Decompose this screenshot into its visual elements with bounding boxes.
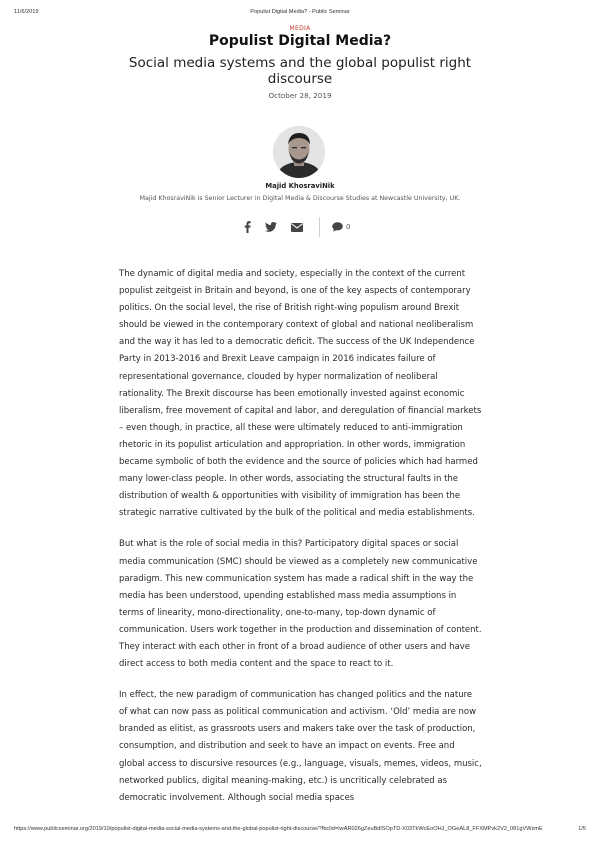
print-page-number: 1/5 [578, 826, 586, 832]
article-paragraph: In effect, the new paradigm of communication has changed politics and the nature of what can now pass as political communication and activism. ‘Old’ media are now branded as elitist, as grassroots users and makers take over the task of production, consumption, and distribution and seek to have an impact on events. Free and global access to discursive resources (e.g., language, visuals, memes, videos, music, networked publics, digital meaning-making, etc.) is uncritically celebrated as democratic involvement. Although social media spaces [119, 690, 482, 803]
share-bar [244, 217, 350, 237]
comment-count: 0 [346, 223, 351, 231]
article-paragraph: The dynamic of digital media and society, especially in the context of the current populist zeitgeist in Britain and beyond, is one of the key aspects of contemporary politics. On the social level, the rise of British right-wing populism around Brexit should be viewed in the contemporary context of global and national neoliberalism and the way it has led to a democratic deficit. The success of the UK Independence Party in 2013-2016 and Brexit Leave campaign in 2016 indicates failure of representational governance, clouded by hyper normalization of neoliberal rationality. The Brexit discourse has been emotionally invested against economic liberalism, free movement of capital and labor, and deregulation of financial markets – even though, in practice, all these were ultimately reduced to anti-immigration rhetoric in its populist articulation and appropriation. In other words, immigration became symbolic of both the evidence and the source of policies which had harmed many lower-class people. In other words, associating the structural faults in the distribution of wealth & opportunities with visibility of immigration has been the strategic narrative cultivated by the bulk of the political and media establishments. [119, 269, 482, 519]
email-icon[interactable] [291, 223, 303, 232]
twitter-icon[interactable] [265, 222, 277, 232]
avatar-photo-icon [273, 126, 325, 178]
category-label[interactable]: MEDIA [289, 25, 311, 32]
author-avatar[interactable] [273, 126, 325, 178]
article-date: October 28, 2019 [268, 91, 332, 100]
article-body [119, 266, 482, 821]
article-subtitle: Social media systems and the global populist right discourse [128, 55, 472, 87]
article-paragraph: But what is the role of social media in this? Participatory digital spaces or social media communication (SMC) should be viewed as a completely new communicative paradigm. This new communication system has made a radical shift in the way the media has been understood, upending established mass media assumptions in terms of linearity, mono-directionality, one-to-many, top-down dynamic of communication. Users work together in the production and dissemination of content. They interact with each other in front of a broad audience of other users and have direct access to both media content and the space to react to it. [119, 539, 482, 670]
print-page-title: Populist Digital Media? - Public Seminar [250, 9, 350, 15]
comment-icon[interactable] [332, 222, 350, 232]
author-bio: Majid KhosraviNik is Senior Lecturer in Digital Media & Discourse Studies at Newcastle University, UK. [139, 195, 461, 202]
facebook-icon[interactable] [244, 221, 251, 233]
share-divider [319, 217, 320, 237]
article-title: Populist Digital Media? [208, 33, 392, 49]
print-url: https://www.publicseminar.org/2019/10/populist-digital-media-social-media-systems-and-the-global-populist-right-discourse/?fbclid=IwAR026gZeuBdlSOpTD-X03TkWcEoOHJ_OGeAL8_FFXMPvk2V2_081gVWzmE [14, 826, 543, 832]
print-date: 11/6/2019 [14, 9, 39, 15]
author-name[interactable]: Majid KhosraviNik [265, 182, 335, 190]
